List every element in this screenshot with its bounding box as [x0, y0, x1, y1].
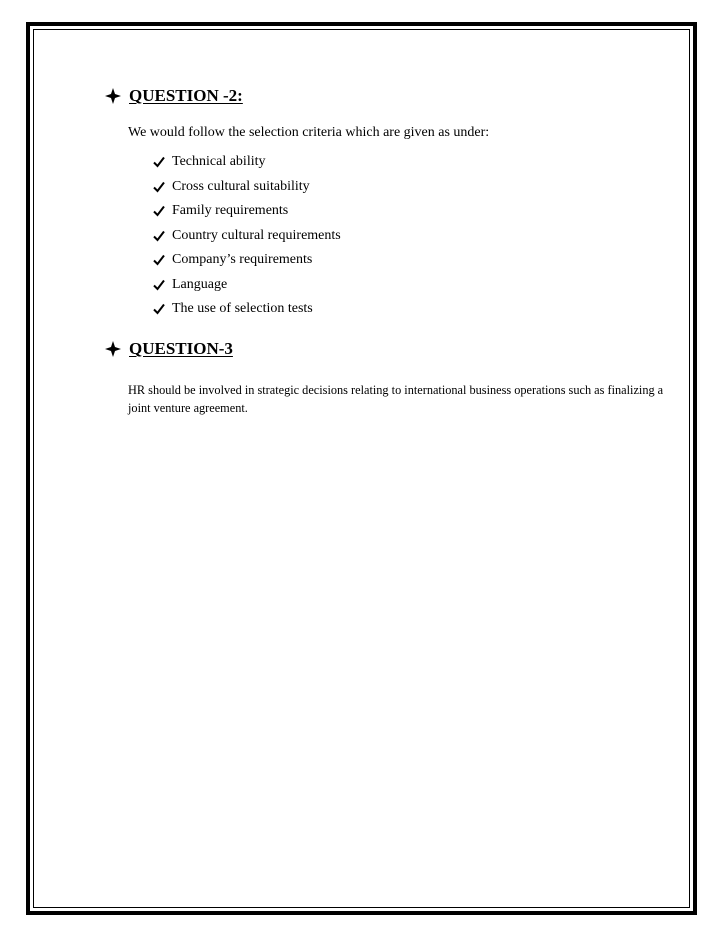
list-item	[153, 248, 341, 273]
list-item	[153, 150, 341, 175]
list-item	[153, 297, 341, 322]
checkmark-icon	[153, 181, 165, 193]
checkmark-icon	[153, 156, 165, 168]
section-intro-text: We would follow the selection criteria which are given as under:	[128, 125, 490, 140]
checkmark-icon	[153, 205, 165, 217]
section-heading-text: QUESTION -2:	[129, 86, 243, 105]
list-item-label: Language	[172, 276, 228, 292]
list-item	[153, 273, 341, 298]
list-item-label: Company’s requirements	[172, 252, 313, 268]
checkmark-icon	[153, 303, 165, 315]
diamond-bullet-icon	[105, 341, 121, 357]
list-item-label: Cross cultural suitability	[172, 178, 310, 194]
section-heading-question-3	[105, 339, 233, 359]
section-paragraph: HR should be involved in strategic decisions relating to international business operations such as finalizing a joint venture agreement.	[128, 383, 664, 415]
checkmark-icon	[153, 279, 165, 291]
list-item-label: Technical ability	[172, 154, 266, 170]
list-item	[153, 199, 341, 224]
list-item	[153, 224, 341, 249]
selection-criteria-list	[153, 150, 341, 322]
list-item-label: Country cultural requirements	[172, 227, 341, 243]
list-item-label: The use of selection tests	[172, 301, 313, 317]
checkmark-icon	[153, 254, 165, 266]
checkmark-icon	[153, 230, 165, 242]
diamond-bullet-icon	[105, 88, 121, 104]
section-heading-text: QUESTION-3	[129, 339, 233, 358]
list-item-label: Family requirements	[172, 203, 289, 219]
section-heading-question-2	[105, 86, 243, 106]
list-item	[153, 175, 341, 200]
